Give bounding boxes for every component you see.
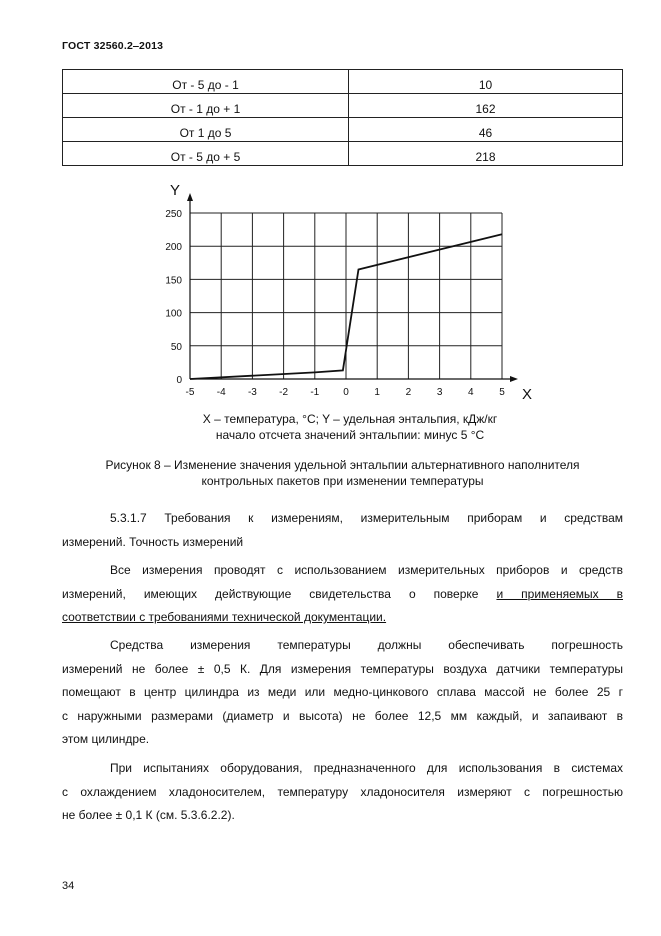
paragraph-line: помещают в центр цилиндра из меди или медно-цинкового сплава массой не более 25 г xyxy=(62,685,623,699)
figure-legend-line-2: начало отсчета значений энтальпии: минус 5 °С xyxy=(215,428,485,442)
paragraph-temperature xyxy=(62,634,623,752)
x-axis-arrow xyxy=(510,376,518,382)
document-code-header: ГОСТ 32560.2‒2013 xyxy=(62,40,164,52)
paragraph-line: этом цилиндре. xyxy=(62,732,150,746)
x-tick-label: 5 xyxy=(499,387,505,398)
y-tick-label: 50 xyxy=(170,341,182,353)
table-cell-value: 218 xyxy=(349,142,623,166)
underlined-text: соответствии с требованиями технической документации. xyxy=(62,610,387,624)
table-cell-range: От - 5 до + 5 xyxy=(63,142,349,166)
x-tick-label: -5 xyxy=(185,387,195,398)
y-tick-label: 250 xyxy=(165,209,182,220)
table-cell-range: От 1 до 5 xyxy=(63,118,349,142)
x-axis-label: X xyxy=(522,386,533,400)
y-tick-label: 150 xyxy=(165,275,182,287)
enthalpy-chart xyxy=(160,180,540,400)
paragraph-coolant xyxy=(62,757,623,828)
x-tick-label: -4 xyxy=(216,387,226,398)
y-axis-arrow xyxy=(187,193,193,201)
table-cell-range: От - 1 до + 1 xyxy=(63,94,349,118)
paragraph-text: измерений, имеющих действующие свидетельства о поверке xyxy=(62,586,497,601)
paragraph-line: Средства измерения температуры должны обеспечивать погрешность xyxy=(110,638,623,652)
paragraph-line xyxy=(62,583,623,607)
figure-caption-line-1: Рисунок 8 – Изменение значения удельной энтальпии альтернативного наполнителя xyxy=(105,458,580,472)
table-cell-value: 10 xyxy=(349,70,623,94)
table-cell-value: 46 xyxy=(349,118,623,142)
y-tick-label: 100 xyxy=(165,308,182,320)
paragraph-line: 5.3.1.7 Требования к измерениям, измерительным приборам и средствам xyxy=(110,511,623,525)
paragraph-line: измерений. Точность измерений xyxy=(62,534,244,549)
table-cell-value: 162 xyxy=(349,94,623,118)
table-row xyxy=(63,94,623,118)
x-tick-label: 1 xyxy=(374,387,380,398)
x-tick-label: -1 xyxy=(310,387,320,398)
paragraph-line: с охлаждением хладоносителем, температуру хладоносителя измеряют с погрешностью xyxy=(62,784,623,799)
figure-legend-line-1: X – температура, °C; Y – удельная энтальпия, кДж/кг xyxy=(202,412,498,426)
x-tick-label: -2 xyxy=(279,387,289,398)
paragraph-5-3-1-7 xyxy=(62,507,623,554)
x-tick-label: 3 xyxy=(436,387,443,398)
table-row xyxy=(63,142,623,166)
x-tick-label: -3 xyxy=(247,387,257,398)
table-row xyxy=(63,70,623,94)
table-cell-range: От - 5 до - 1 xyxy=(63,70,349,94)
paragraph-line: При испытаниях оборудования, предназначенного для использования в системах xyxy=(110,761,623,775)
page-number: 34 xyxy=(62,880,75,892)
x-tick-label: 2 xyxy=(405,387,412,398)
y-tick-label: 0 xyxy=(176,375,182,386)
enthalpy-table xyxy=(62,69,623,166)
y-axis-label: Y xyxy=(170,182,181,199)
paragraph-measurements xyxy=(62,559,623,630)
figure-caption-line-2: контрольных пакетов при изменении температуры xyxy=(201,474,484,488)
paragraph-line: Все измерения проводят с использованием измерительных приборов и средств xyxy=(110,563,623,577)
paragraph-line: измерений не более ± 0,5 К. Для измерения температуры воздуха датчики температуры xyxy=(62,661,623,676)
x-tick-label: 4 xyxy=(468,387,474,398)
paragraph-line: не более ± 0,1 К (см. 5.3.6.2.2). xyxy=(62,808,235,822)
paragraph-line xyxy=(62,606,623,630)
y-tick-label: 200 xyxy=(165,242,182,254)
table-row xyxy=(63,118,623,142)
paragraph-line: с наружными размерами (диаметр и высота) не более 12,5 мм каждый, и запаивают в xyxy=(62,708,623,723)
underlined-text: и применяемых в xyxy=(496,586,624,601)
x-tick-label: 0 xyxy=(343,387,349,398)
